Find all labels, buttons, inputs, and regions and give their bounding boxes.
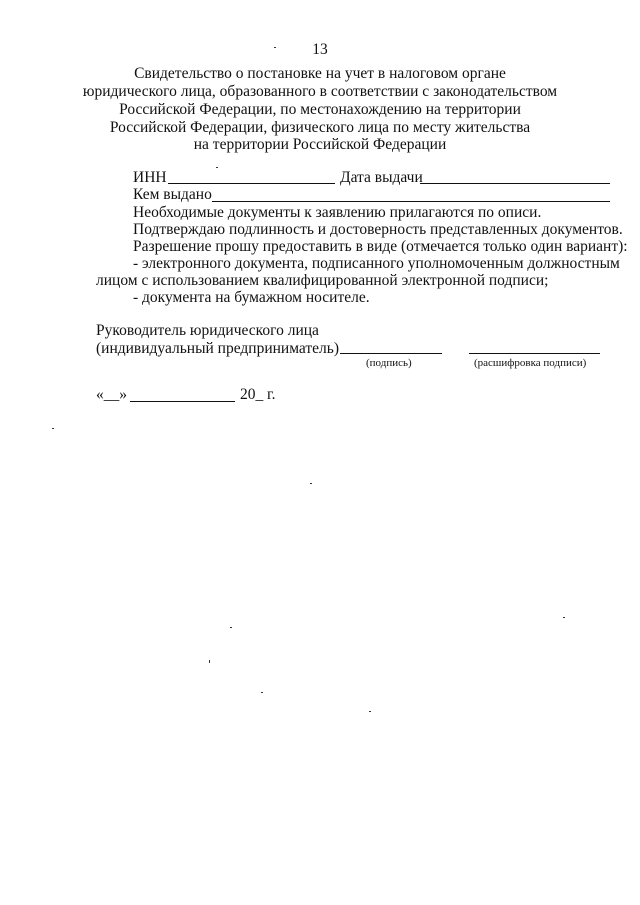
inn-label: ИНН — [133, 169, 167, 186]
body-line: Разрешение прошу предоставить в виде (отмечается только один вариант): — [133, 238, 628, 255]
scan-speck — [310, 483, 312, 484]
scan-speck — [52, 428, 54, 429]
signatory-role: Руководитель юридического лица — [96, 322, 319, 339]
signature-decoding-line[interactable] — [469, 352, 600, 354]
title-line: юридического лица, образованного в соответствии с законодательством — [82, 83, 558, 100]
body-line: Необходимые документы к заявлению прилагаются по описи. — [133, 204, 542, 221]
signature-caption: (подпись) — [366, 357, 412, 369]
option-paper: - документа на бумажном носителе. — [133, 289, 370, 306]
page-number: 13 — [312, 41, 328, 58]
issue-date-field-line[interactable] — [420, 182, 610, 184]
title-line: Российской Федерации, по местонахождению на территории — [119, 101, 521, 118]
title-line: Свидетельство о постановке на учет в налоговом органе — [134, 65, 506, 82]
decoding-caption: (расшифровка подписи) — [474, 357, 587, 369]
title-line: на территории Российской Федерации — [193, 136, 447, 153]
scan-speck — [230, 627, 232, 628]
date-year: 20_ — [240, 386, 264, 403]
scan-speck — [274, 47, 276, 48]
date-month-line[interactable] — [130, 400, 235, 402]
scan-speck — [261, 692, 263, 693]
signatory-role-note: (индивидуальный предприниматель) — [96, 340, 340, 357]
scan-speck — [563, 617, 565, 618]
issued-by-label: Кем выдано — [133, 186, 212, 203]
option-electronic-continued: лицом с использованием квалифицированной электронной подписи; — [96, 272, 549, 289]
date-year-suffix: г. — [267, 386, 276, 403]
body-line: Подтверждаю подлинность и достоверность представленных документов. — [133, 221, 623, 238]
issue-date-label: Дата выдачи — [340, 169, 423, 186]
option-electronic: - электронного документа, подписанного уполномоченным должностным — [133, 255, 620, 272]
inn-field-line[interactable] — [168, 182, 335, 184]
signature-line[interactable] — [340, 352, 442, 354]
scan-speck — [369, 711, 371, 712]
title-line: Российской Федерации, физического лица по месту жительства — [109, 119, 531, 136]
issued-by-field-line[interactable] — [212, 200, 610, 202]
scan-speck — [209, 660, 210, 663]
date-day: «__» — [96, 386, 127, 403]
scan-speck — [216, 167, 218, 168]
